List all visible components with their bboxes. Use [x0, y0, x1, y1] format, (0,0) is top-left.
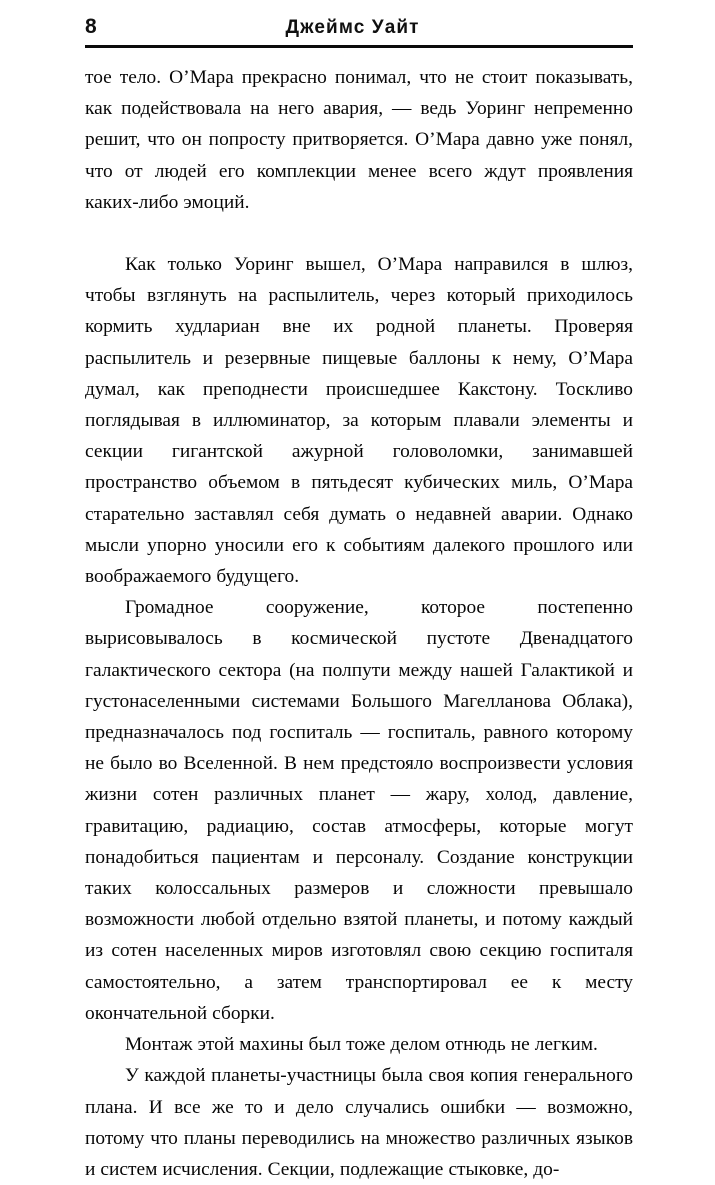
paragraph: тое тело. О’Мара прекрасно понимал, что не стоит показывать, как подействовала на него авария, — ведь Уоринг непременно решит, что он попросту притворяется. О’Мара давно уже понял, что от людей его комплекции менее всего ждут проявления каких-либо эмоций.: [85, 67, 633, 213]
page-number: 8: [85, 15, 97, 38]
paragraph: Громадное сооружение, которое постепенно вырисовывалось в космической пустоте Двенадцатого галактического сектора (на полпути между нашей Галактикой и густонаселенными системами Большого Магелланова Облака), предназначалось под госпиталь — госпиталь, равного которому не было во Вселенной. В нем предстояло воспроизвести условия жизни сотен различных планет — жару, холод, давление, гравитацию, радиацию, состав атмосферы, которые могут понадобиться пациентам и персоналу. Создание конструкции таких колоссальных размеров и сложности превышало возможности любой отдельно взятой планеты, и потому каждый из сотен населенных миров изготовлял свою секцию госпиталя самостоятельно, а затем транспортировал ее к месту окончательной сборки.: [85, 597, 633, 1024]
paragraph: Монтаж этой махины был тоже делом отнюдь не легким.: [125, 1034, 598, 1056]
running-title: Джеймс Уайт: [285, 17, 420, 38]
paragraph: Как только Уоринг вышел, О’Мара направился в шлюз, чтобы взглянуть на распылитель, через который приходилось кормить худлариан вне их родной планеты. Проверяя распылитель и резервные пищевые баллоны к нему, О’Мара думал, как преподнести происшедшее Какстону. Тоскливо поглядывая в иллюминатор, за которым плавали элементы и секции гигантской ажурной головоломки, занимавшей пространство объемом в пятьдесят кубических миль, О’Мара старательно заставлял себя думать о недавней аварии. Однако мысли упорно уносили его к событиям далекого прошлого или воображаемого будущего.: [85, 254, 633, 588]
paragraph: У каждой планеты-участницы была своя копия генерального плана. И все же то и дело случались ошибки — возможно, потому что планы переводились на множество различных языков и систем исчисления. Секции, подлежащие стыковке, до-: [85, 1065, 633, 1180]
running-head: [85, 14, 632, 44]
header-divider-rule: [85, 45, 633, 48]
body-text-block: [85, 62, 633, 1185]
